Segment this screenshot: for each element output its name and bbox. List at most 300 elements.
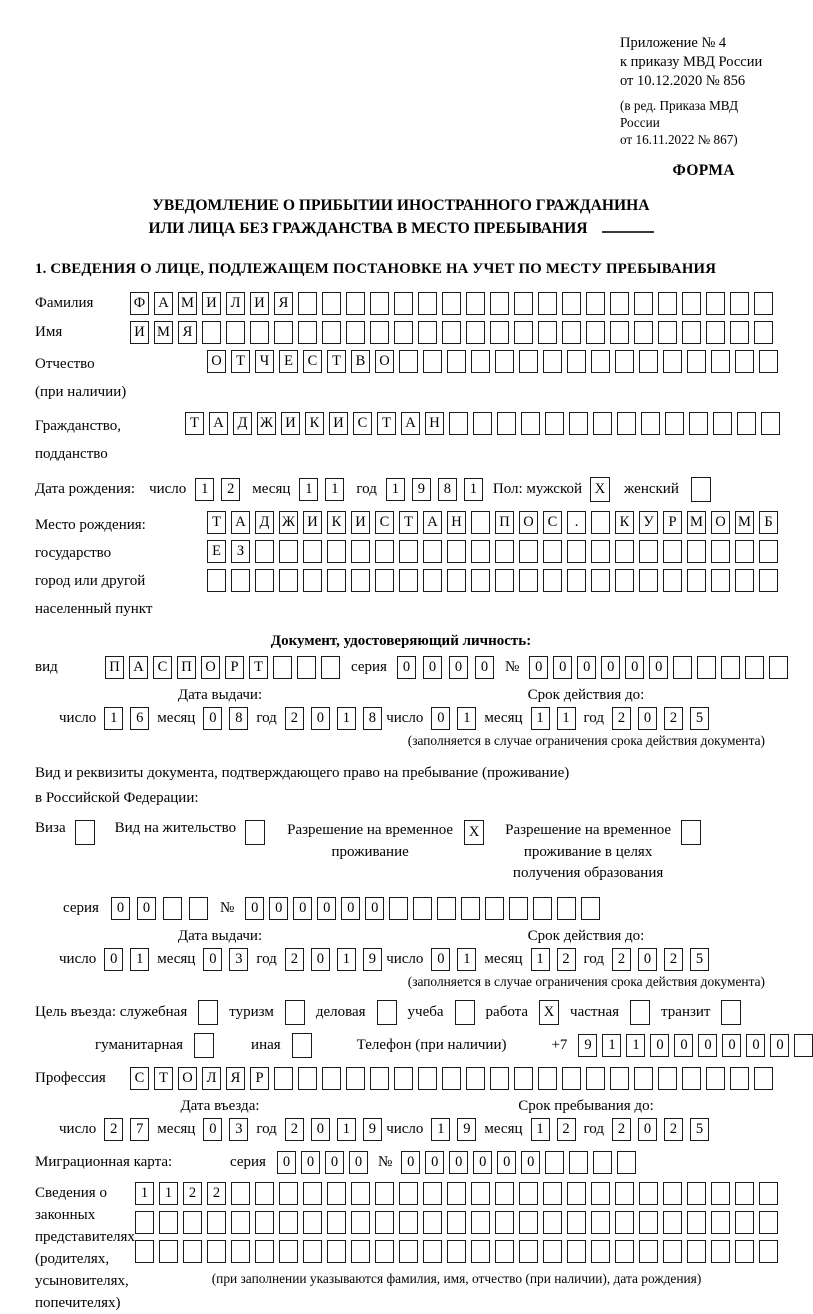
migration-seriya-label: серия [230, 1154, 266, 1171]
residence-issue-day [104, 948, 149, 971]
birth-year-cells [386, 478, 483, 501]
purpose-inaya-checkbox [292, 1033, 312, 1058]
option-vid-na-zhitelstvo-label: Вид на жительство [114, 819, 237, 836]
char-box: 0 [650, 1034, 669, 1057]
char-box [298, 1067, 317, 1090]
representatives-cells-row2 [135, 1211, 778, 1234]
char-box [490, 1067, 509, 1090]
char-box [207, 569, 226, 592]
char-box: У [639, 511, 658, 534]
char-box [769, 656, 788, 679]
char-box [545, 412, 564, 435]
char-box: 0 [293, 897, 312, 920]
char-box: 0 [325, 1151, 344, 1174]
option-rvp-obrazovanie-checkbox [681, 820, 701, 845]
char-box [689, 412, 708, 435]
representatives-cells-row1 [135, 1182, 778, 1205]
char-box [495, 350, 514, 373]
char-box [634, 1067, 653, 1090]
char-box: 0 [349, 1151, 368, 1174]
residence-date-values [35, 948, 767, 971]
char-box [274, 321, 293, 344]
char-box: Т [207, 511, 226, 534]
char-box: 2 [104, 1118, 123, 1141]
char-box [375, 569, 394, 592]
citizenship-label-line2: подданство [35, 445, 108, 462]
representatives-label-line4: (родителях, [35, 1251, 110, 1268]
char-box [519, 1182, 538, 1205]
char-box: 0 [311, 1118, 330, 1141]
char-box: 0 [401, 1151, 420, 1174]
char-box [442, 292, 461, 315]
birth-place-label-line4: населенный пункт [35, 600, 153, 617]
form-title [35, 194, 767, 241]
char-box: Ч [255, 350, 274, 373]
char-box: 0 [311, 948, 330, 971]
option-visa-checkbox [75, 820, 95, 845]
char-box [586, 321, 605, 344]
birth-place-rows [207, 511, 778, 598]
char-box: 1 [337, 707, 356, 730]
char-box [591, 1211, 610, 1234]
char-box [557, 897, 576, 920]
char-box: 0 [674, 1034, 693, 1057]
char-box [687, 1240, 706, 1263]
char-box: В [351, 350, 370, 373]
char-box: 2 [557, 1118, 576, 1141]
char-box: П [177, 656, 196, 679]
char-box [591, 1240, 610, 1263]
char-box: 0 [473, 1151, 492, 1174]
purpose-ucheba-checkbox [455, 1000, 475, 1025]
char-box: 9 [412, 478, 431, 501]
char-box [375, 1240, 394, 1263]
char-box [586, 292, 605, 315]
char-box [399, 1240, 418, 1263]
char-box [569, 1151, 588, 1174]
identity-expiry-month [531, 707, 576, 730]
char-box [255, 569, 274, 592]
char-box [543, 1182, 562, 1205]
char-box [471, 350, 490, 373]
char-box [591, 540, 610, 563]
char-box [423, 569, 442, 592]
representatives-label-line5: усыновителях, [35, 1273, 129, 1290]
char-box: 0 [431, 948, 450, 971]
header-line: от 16.11.2022 № 867) [620, 131, 738, 147]
char-box [687, 1182, 706, 1205]
char-box [255, 540, 274, 563]
char-box: Я [274, 292, 293, 315]
identity-expiry-header: Срок действия до: [527, 686, 645, 703]
char-box [447, 1240, 466, 1263]
day-label: число [386, 951, 424, 968]
char-box: 0 [203, 707, 222, 730]
char-box [706, 321, 725, 344]
char-box: Т [249, 656, 268, 679]
option-vid-na-zhitelstvo-checkbox [245, 820, 265, 845]
char-box [163, 897, 182, 920]
char-box [442, 321, 461, 344]
purpose-sluzhebnaya-checkbox [198, 1000, 218, 1025]
char-box [250, 321, 269, 344]
char-box [658, 292, 677, 315]
char-box: Т [231, 350, 250, 373]
purpose-delovaya-label: деловая [315, 1004, 366, 1021]
char-box [759, 1240, 778, 1263]
char-box [495, 1182, 514, 1205]
year-label: год [583, 1121, 604, 1138]
char-box [569, 412, 588, 435]
char-box: 2 [285, 1118, 304, 1141]
representatives-label-line3: представителях [35, 1229, 135, 1246]
char-box: И [281, 412, 300, 435]
char-box [519, 1240, 538, 1263]
year-label: год [583, 709, 604, 726]
char-box [634, 321, 653, 344]
month-label: месяц [484, 709, 523, 726]
identity-issue-group [59, 707, 382, 730]
char-box [279, 1240, 298, 1263]
char-box [183, 1240, 202, 1263]
stay-month [531, 1118, 576, 1141]
representatives-labels [35, 1182, 135, 1314]
char-box: Я [178, 321, 197, 344]
char-box [663, 1211, 682, 1234]
char-box [399, 540, 418, 563]
option-visa [35, 820, 95, 845]
char-box [610, 321, 629, 344]
char-box [591, 569, 610, 592]
migration-seriya-cells [277, 1151, 368, 1174]
char-box [586, 1067, 605, 1090]
char-box: А [231, 511, 250, 534]
char-box: 1 [602, 1034, 621, 1057]
char-box: 0 [423, 656, 442, 679]
char-box: Т [154, 1067, 173, 1090]
char-box: И [303, 511, 322, 534]
char-box: 9 [578, 1034, 597, 1057]
char-box [375, 1182, 394, 1205]
char-box: М [154, 321, 173, 344]
citizenship-label-line1: Гражданство, [35, 417, 122, 434]
char-box [713, 412, 732, 435]
char-box [303, 569, 322, 592]
day-label: число [149, 480, 187, 497]
month-label: месяц [252, 480, 291, 497]
char-box: 0 [638, 1118, 657, 1141]
char-box: 1 [195, 478, 214, 501]
identity-issue-header: Дата выдачи: [177, 686, 263, 703]
forma-label: ФОРМА [672, 162, 735, 179]
char-box [687, 569, 706, 592]
char-box [298, 292, 317, 315]
char-box: 7 [130, 1118, 149, 1141]
char-box [273, 656, 292, 679]
representatives-cells-row3 [135, 1240, 778, 1263]
char-box [615, 1182, 634, 1205]
char-box [735, 1182, 754, 1205]
stay-day [431, 1118, 476, 1141]
char-box: Е [207, 540, 226, 563]
char-box: 2 [612, 707, 631, 730]
day-label: число [386, 709, 424, 726]
char-box [639, 569, 658, 592]
char-box: 0 [698, 1034, 717, 1057]
char-box: И [130, 321, 149, 344]
char-box [394, 1067, 413, 1090]
option-rvp-obrazovanie-label: Разрешение на временное проживание в целях получения образования [505, 821, 672, 882]
char-box: Е [279, 350, 298, 373]
char-box: И [202, 292, 221, 315]
char-box [351, 1182, 370, 1205]
char-box: 0 [111, 897, 130, 920]
char-box: 1 [104, 707, 123, 730]
char-box [759, 350, 778, 373]
char-box [754, 1067, 773, 1090]
entry-date-header: Дата въезда: [180, 1098, 260, 1115]
name-label: Имя [35, 323, 63, 340]
char-box [711, 350, 730, 373]
char-box [682, 1067, 701, 1090]
char-box: 0 [397, 656, 416, 679]
char-box: 2 [664, 707, 683, 730]
char-box [279, 1182, 298, 1205]
purpose-sluzhebnaya-label: служебная [119, 1004, 188, 1021]
char-box [567, 569, 586, 592]
day-label: число [59, 951, 97, 968]
char-box: 2 [221, 478, 240, 501]
birth-month-cells [299, 478, 344, 501]
entry-date-group [59, 1118, 382, 1141]
char-box [442, 1067, 461, 1090]
entry-date-values [35, 1118, 767, 1141]
char-box: 0 [638, 707, 657, 730]
migration-nomer-cells [401, 1151, 636, 1174]
month-label: месяц [157, 1121, 196, 1138]
char-box: 1 [531, 707, 550, 730]
purpose-inaya-label: иная [251, 1037, 281, 1054]
char-box [327, 1182, 346, 1205]
char-box: Т [377, 412, 396, 435]
char-box [759, 1182, 778, 1205]
char-box [514, 292, 533, 315]
char-box [303, 1240, 322, 1263]
char-box: Р [663, 511, 682, 534]
purpose-gumanitarnaya-checkbox [194, 1033, 214, 1058]
citizenship-label [35, 412, 185, 468]
char-box [389, 897, 408, 920]
char-box [255, 1240, 274, 1263]
year-label: год [256, 951, 277, 968]
month-label: месяц [484, 1121, 523, 1138]
identity-date-headers [35, 687, 767, 704]
purpose-tranzit-checkbox [721, 1000, 741, 1025]
char-box [189, 897, 208, 920]
representatives-note: (при заполнении указываются фамилия, имя, отчество (при наличии), дата рождения) [211, 1271, 702, 1287]
char-box [543, 1211, 562, 1234]
birth-place-label-line1: Место рождения: [35, 516, 146, 533]
char-box: 1 [626, 1034, 645, 1057]
identity-seriya-label: серия [351, 658, 387, 675]
residence-intro-line1: Вид и реквизиты документа, подтверждающего право на пребывание (проживание) [35, 764, 570, 781]
char-box: С [130, 1067, 149, 1090]
char-box [730, 292, 749, 315]
char-box [519, 540, 538, 563]
char-box: 0 [311, 707, 330, 730]
char-box [351, 569, 370, 592]
birth-place-cells-row2 [207, 540, 778, 563]
char-box [538, 292, 557, 315]
char-box [735, 350, 754, 373]
residence-issue-header: Дата выдачи: [177, 928, 263, 945]
char-box: Ж [257, 412, 276, 435]
identity-date-values [35, 707, 767, 730]
char-box [639, 1182, 658, 1205]
char-box [711, 569, 730, 592]
name-row [35, 321, 767, 344]
char-box [370, 321, 389, 344]
birth-place-label-line2: государство [35, 544, 112, 561]
char-box [663, 1182, 682, 1205]
char-box [322, 321, 341, 344]
purpose-turizm-label: туризм [229, 1004, 274, 1021]
identity-expiry-note: (заполняется в случае ограничения срока действия документа) [407, 732, 765, 748]
char-box: К [327, 511, 346, 534]
phone-label: Телефон (при наличии) [356, 1037, 507, 1054]
residence-nomer-label: № [219, 900, 235, 917]
identity-vid-label: вид [35, 659, 58, 676]
form-title-line1: УВЕДОМЛЕНИЕ О ПРИБЫТИИ ИНОСТРАННОГО ГРАЖДАНИНА [152, 197, 650, 214]
char-box [567, 350, 586, 373]
char-box: 0 [245, 897, 264, 920]
char-box [509, 897, 528, 920]
char-box [682, 321, 701, 344]
char-box: З [231, 540, 250, 563]
residence-date-headers [35, 928, 767, 945]
char-box [297, 656, 316, 679]
char-box [543, 540, 562, 563]
birth-date-label: Дата рождения: [35, 480, 136, 497]
char-box [159, 1240, 178, 1263]
char-box [202, 321, 221, 344]
char-box [159, 1211, 178, 1234]
patronymic-label-line1: Отчество [35, 355, 95, 372]
char-box: 2 [612, 948, 631, 971]
stay-year [612, 1118, 709, 1141]
char-box: 2 [664, 948, 683, 971]
sex-female-checkbox [691, 477, 711, 502]
char-box [437, 897, 456, 920]
option-rvp-obrazovanie [504, 820, 701, 885]
char-box [255, 1211, 274, 1234]
char-box [327, 1240, 346, 1263]
representatives-label-line6: попечителях) [35, 1295, 121, 1312]
char-box: 9 [363, 948, 382, 971]
char-box [322, 292, 341, 315]
char-box [687, 1211, 706, 1234]
identity-doc-heading: Документ, удостоверяющий личность: [270, 632, 532, 649]
char-box [519, 569, 538, 592]
identity-issue-year [285, 707, 382, 730]
char-box [183, 1211, 202, 1234]
char-box: 0 [649, 656, 668, 679]
month-label: месяц [484, 951, 523, 968]
char-box [418, 292, 437, 315]
char-box [794, 1034, 813, 1057]
char-box [346, 321, 365, 344]
phone-cells [578, 1034, 813, 1057]
char-box: 3 [229, 1118, 248, 1141]
char-box: 2 [664, 1118, 683, 1141]
char-box [735, 569, 754, 592]
char-box: С [375, 511, 394, 534]
char-box [231, 1240, 250, 1263]
char-box [617, 1151, 636, 1174]
char-box [423, 1240, 442, 1263]
patronymic-label-line2: (при наличии) [35, 383, 127, 400]
char-box: 1 [531, 1118, 550, 1141]
residence-seriya-row [63, 897, 767, 920]
char-box: И [351, 511, 370, 534]
char-box: 0 [317, 897, 336, 920]
char-box [207, 1240, 226, 1263]
char-box [737, 412, 756, 435]
char-box [711, 1240, 730, 1263]
residence-expiry-day [431, 948, 476, 971]
char-box: А [401, 412, 420, 435]
char-box [663, 569, 682, 592]
char-box [639, 350, 658, 373]
char-box [279, 569, 298, 592]
char-box [346, 292, 365, 315]
char-box [514, 321, 533, 344]
char-box: 1 [130, 948, 149, 971]
char-box: Т [185, 412, 204, 435]
char-box [673, 656, 692, 679]
header-line: (в ред. Приказа МВД России [620, 97, 739, 130]
char-box [471, 1240, 490, 1263]
migration-card-label: Миграционная карта: [35, 1154, 173, 1171]
char-box [615, 540, 634, 563]
char-box [399, 569, 418, 592]
char-box: 0 [137, 897, 156, 920]
char-box [735, 1240, 754, 1263]
char-box [706, 1067, 725, 1090]
char-box [754, 321, 773, 344]
year-label: год [583, 951, 604, 968]
char-box: 0 [425, 1151, 444, 1174]
identity-expiry-group [386, 707, 709, 730]
char-box [351, 1240, 370, 1263]
char-box [495, 540, 514, 563]
char-box: 1 [337, 948, 356, 971]
char-box [370, 292, 389, 315]
option-rvp-label: Разрешение на временное проживание [287, 821, 454, 860]
char-box [394, 321, 413, 344]
char-box [423, 540, 442, 563]
char-box [735, 540, 754, 563]
char-box [543, 569, 562, 592]
residence-expiry-note: (заполняется в случае ограничения срока действия документа) [407, 974, 765, 990]
char-box: 5 [690, 948, 709, 971]
char-box: П [105, 656, 124, 679]
surname-row [35, 292, 767, 315]
char-box [231, 569, 250, 592]
birth-place-label-line3: город или другой [35, 572, 146, 589]
char-box [759, 1211, 778, 1234]
char-box: А [129, 656, 148, 679]
